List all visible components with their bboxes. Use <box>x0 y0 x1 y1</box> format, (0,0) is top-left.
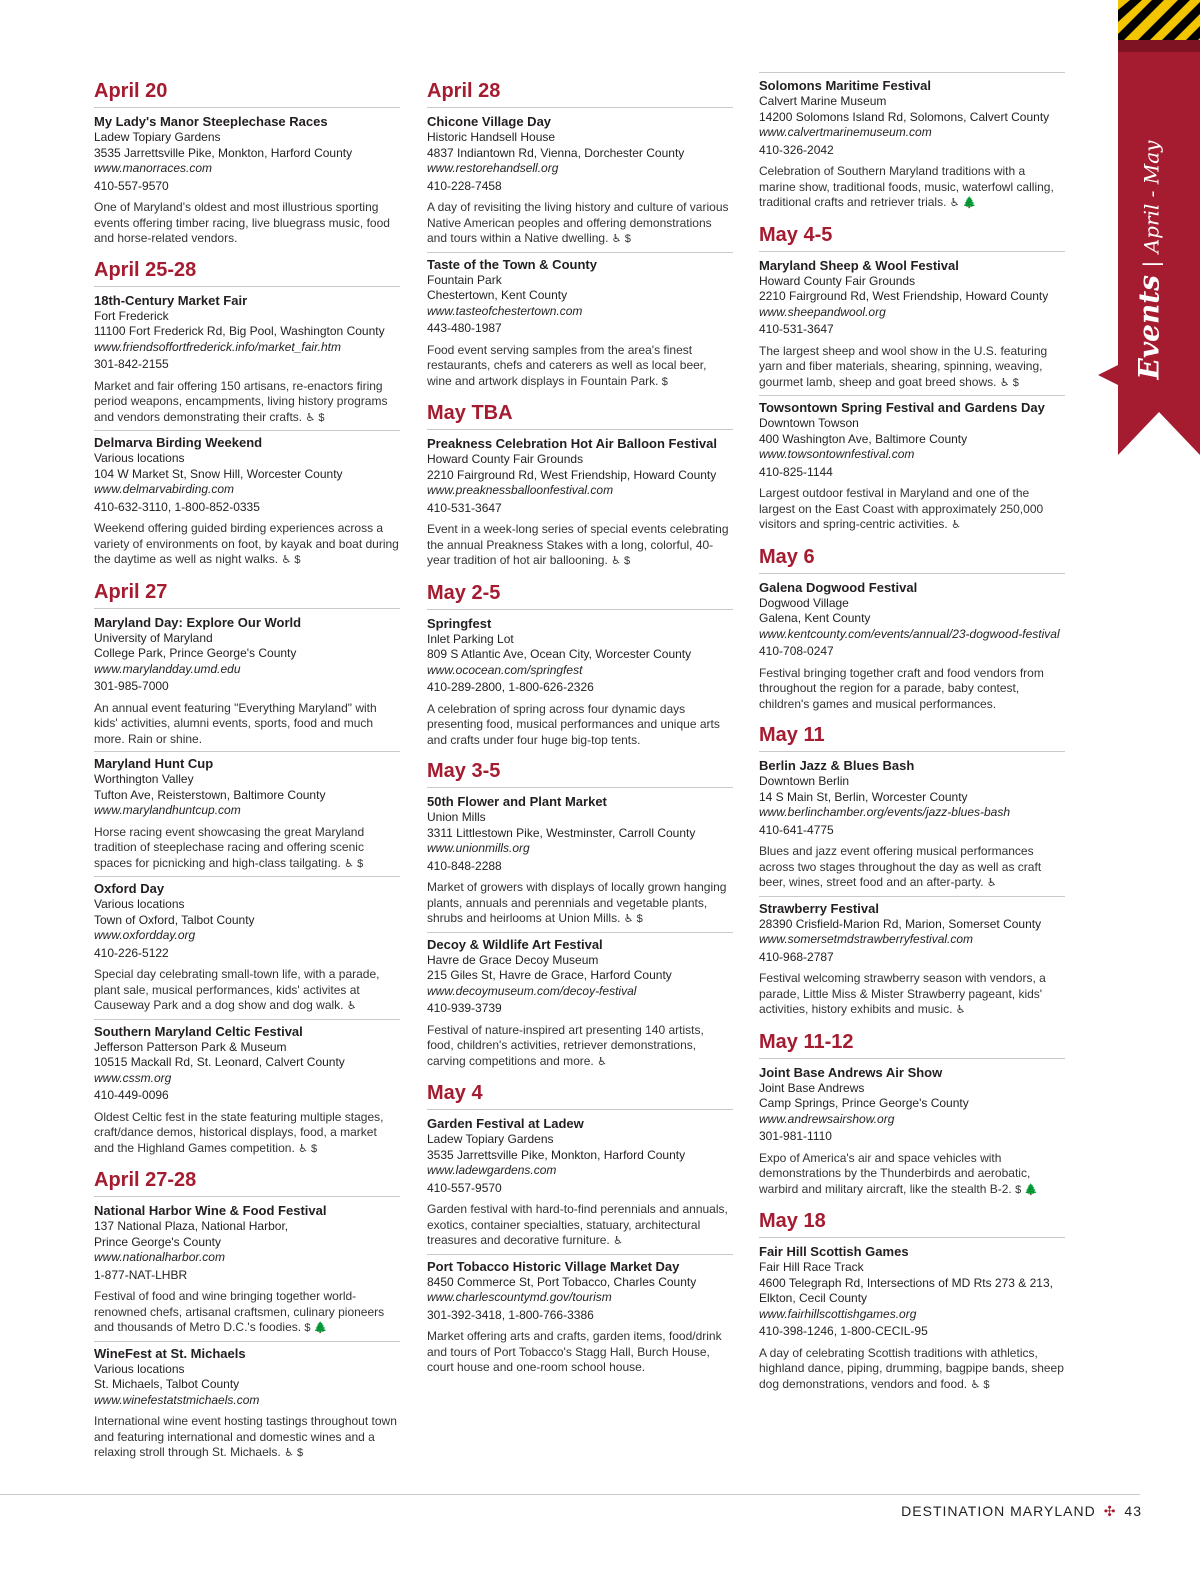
event-location-line: Camp Springs, Prince George's County <box>759 1096 969 1110</box>
event-name: Delmarva Birding Weekend <box>94 435 263 450</box>
event-name: Port Tobacco Historic Village Market Day <box>427 1258 680 1274</box>
event-name: Maryland Sheep & Wool Festival <box>759 257 959 273</box>
event-name: Chicone Village Day <box>427 114 552 129</box>
event-website-link[interactable]: www.andrewsairshow.org <box>759 1111 895 1126</box>
event-phone: 301-392-3418, 1-800-766-3386 <box>427 1307 594 1322</box>
accessibility-and-fee-icons: ♿ <box>955 1004 966 1016</box>
event-website-link[interactable]: www.preaknessballoonfestival.com <box>427 483 614 497</box>
event-listing <box>94 1346 400 1466</box>
accessibility-and-fee-icons: ♿ $ <box>344 857 364 870</box>
event-listing <box>94 881 400 1020</box>
event-website-link[interactable]: www.decoymuseum.com/decoy-festival <box>427 983 637 998</box>
event-listing <box>759 1244 1065 1397</box>
event-location-line: 8450 Commerce St, Port Tobacco, Charles County <box>427 1274 697 1289</box>
event-phone: 410-228-7458 <box>427 178 502 193</box>
event-phone: 410-632-3110, 1-800-852-0335 <box>94 499 260 514</box>
event-listing <box>759 1065 1065 1203</box>
event-name: Solomons Maritime Festival <box>759 78 931 93</box>
event-website-link[interactable]: www.calvertmarinemuseum.com <box>759 125 932 139</box>
event-description-text: Garden festival with hard-to-find perennials and annuals, exotics, container specialties, statuary, architectural treasures and decorative furniture. <box>427 1202 728 1247</box>
event-website-link[interactable]: www.fairhillscottishgames.org <box>759 1306 917 1321</box>
event-listing <box>759 758 1065 897</box>
event-listing <box>759 580 1065 717</box>
event-location-line: Havre de Grace Decoy Museum <box>427 952 599 967</box>
event-phone: 410-226-5122 <box>94 945 169 960</box>
event-description-text: Event in a week-long series of special events celebrating the annual Preakness Stakes with a long, colorful, 40-year tradition of hot air ballooning. <box>427 522 729 567</box>
accessibility-and-fee-icons: ♿ $ <box>623 913 643 925</box>
event-phone: 410-531-3647 <box>759 322 834 336</box>
event-name: Joint Base Andrews Air Show <box>759 1064 943 1080</box>
accessibility-and-fee-icons: $ 🌲 <box>1015 1183 1038 1196</box>
event-name: Maryland Day: Explore Our World <box>94 614 302 630</box>
event-description-text: A day of revisiting the living history and culture of various Native American peoples and offering demonstrations and tours within a Native dwelling. <box>427 200 729 245</box>
event-group <box>759 1065 1065 1203</box>
event-location-line: Prince George's County <box>94 1234 222 1249</box>
event-location-line: 104 W Market St, Snow Hill, Worcester County <box>94 466 343 481</box>
event-location-line: Galena, Kent County <box>759 611 871 625</box>
event-date-heading: May 2-5 <box>427 580 733 610</box>
page-footer <box>901 1503 1142 1520</box>
event-description <box>427 1202 733 1250</box>
event-location-line: Downtown Berlin <box>759 774 850 788</box>
event-listing <box>759 901 1065 1023</box>
event-location-line: Dogwood Village <box>759 595 849 610</box>
event-name: Strawberry Festival <box>759 900 879 916</box>
event-name: Decoy & Wildlife Art Festival <box>427 936 603 952</box>
event-phone: 301-842-2155 <box>94 357 169 371</box>
event-phone: 301-981-1110 <box>759 1129 832 1143</box>
event-location-line: 2210 Fairground Rd, West Friendship, Howard County <box>759 289 1049 303</box>
event-listing <box>427 257 733 395</box>
column-3 <box>759 72 1065 1401</box>
event-description <box>94 200 400 247</box>
event-group <box>94 114 400 251</box>
event-description-text: Blues and jazz event offering musical performances across two stages throughout the day as well as craft beer, wines, street food and an after-party. <box>759 844 1042 889</box>
event-location-line: 4600 Telegraph Rd, Intersections of MD Rts 273 & 213, <box>759 1275 1053 1290</box>
accessibility-and-fee-icons: ♿ <box>613 1235 623 1247</box>
event-description <box>94 1414 400 1462</box>
event-location-line: Howard County Fair Grounds <box>427 452 584 466</box>
event-location-line: Ladew Topiary Gardens <box>427 1132 554 1146</box>
event-location-line: 809 S Atlantic Ave, Ocean City, Worcester County <box>427 647 692 661</box>
column-2 <box>427 72 733 1384</box>
event-name: My Lady's Manor Steeplechase Races <box>94 114 328 129</box>
event-location-line: 400 Washington Ave, Baltimore County <box>759 431 968 446</box>
event-website-link[interactable]: www.sheepandwool.org <box>759 304 886 319</box>
accessibility-and-fee-icons: $ <box>661 375 668 388</box>
event-date-heading: April 28 <box>427 78 733 108</box>
event-name: Towsontown Spring Festival and Gardens Day <box>759 400 1045 415</box>
event-location-line: 215 Giles St, Havre de Grace, Harford County <box>427 968 672 982</box>
event-location-line: 10515 Mackall Rd, St. Leonard, Calvert County <box>94 1055 345 1069</box>
accessibility-and-fee-icons: ♿ $ <box>611 555 631 567</box>
event-columns <box>94 72 1074 1472</box>
event-phone: 410-825-1144 <box>759 464 833 479</box>
event-description-text: Festival welcoming strawberry season with vendors, a parade, Little Miss & Mister Strawberry pageant, kids' activities, history exhibits and music. <box>759 971 1046 1016</box>
event-phone: 410-557-9570 <box>94 178 169 193</box>
event-description-text: Festival of nature-inspired art presenting 140 artists, food, children's activities, retriever demonstrations, carving competitions and more. <box>427 1022 704 1068</box>
event-location-line: 3535 Jarrettsville Pike, Monkton, Harford County <box>427 1147 686 1162</box>
event-description <box>94 379 400 427</box>
event-location-line: Union Mills <box>427 810 486 824</box>
event-website-link[interactable]: www.tasteofchestertown.com <box>427 303 583 318</box>
event-website-link[interactable]: www.ococean.com/springfest <box>427 662 583 677</box>
event-description <box>94 1110 400 1158</box>
event-phone: 410-289-2800, 1-800-626-2326 <box>427 680 594 694</box>
compass-rose-icon: ✣ <box>1103 1503 1117 1519</box>
event-description-text: International wine event hosting tastings throughout town and featuring international and domestic wines and a relaxing stroll through St. Michaels. <box>94 1414 397 1459</box>
event-description <box>94 967 400 1015</box>
event-location-line: 137 National Plaza, National Harbor, <box>94 1219 289 1233</box>
event-phone: 410-939-3739 <box>427 1001 502 1015</box>
event-location-line: Town of Oxford, Talbot County <box>94 912 255 927</box>
event-website-link[interactable]: www.manorraces.com <box>94 161 213 175</box>
event-listing <box>427 1259 733 1380</box>
event-description <box>759 164 1065 212</box>
footer-rule <box>0 1494 1140 1495</box>
event-description <box>94 1289 400 1337</box>
event-description-text: Expo of America's air and space vehicles with demonstrations by the Thunderbirds and aerobatic, warbird and military aircraft, like the stealth B-2. <box>759 1150 1031 1196</box>
event-website-link[interactable]: www.unionmills.org <box>427 841 530 855</box>
event-website-link[interactable]: www.berlinchamber.org/events/jazz-blues-bash <box>759 805 1011 819</box>
event-group <box>759 1244 1065 1397</box>
accessibility-and-fee-icons: ♿ $ <box>999 376 1019 389</box>
accessibility-and-fee-icons: ♿ $ <box>970 1378 990 1391</box>
event-location-line: 3311 Littlestown Pike, Westminster, Carroll County <box>427 825 696 840</box>
event-website-link[interactable]: www.charlescountymd.gov/tourism <box>427 1290 612 1304</box>
event-name: Galena Dogwood Festival <box>759 579 918 595</box>
event-name: 50th Flower and Plant Market <box>427 794 607 809</box>
event-listing <box>759 258 1065 397</box>
event-location-line: University of Maryland <box>94 630 213 645</box>
accessibility-and-fee-icons: ♿ $ <box>305 411 325 424</box>
event-location-line: 2210 Fairground Rd, West Friendship, Howard County <box>427 467 717 482</box>
event-description-text: Market of growers with displays of locally grown hanging plants, annuals and perennials and vegetable plants, shrubs and heirlooms at Union Mills. <box>427 880 727 925</box>
event-description-text: Festival bringing together craft and food vendors from throughout the region for a parade, baby contest, children's games and musical performances. <box>759 665 1044 711</box>
event-group <box>759 72 1065 216</box>
event-phone: 410-531-3647 <box>427 500 502 515</box>
section-banner-label <box>1118 140 1180 380</box>
event-description <box>759 1151 1065 1199</box>
event-phone: 410-449-0096 <box>94 1088 169 1102</box>
event-location-line: St. Michaels, Talbot County <box>94 1377 240 1391</box>
event-group <box>94 293 400 573</box>
event-description-text: Festival of food and wine bringing together world-renowned chefs, artisanal craftsmen, culinary pioneers and thousands of Metro D.C.'s foodies. <box>94 1289 385 1334</box>
event-location-line: Calvert Marine Museum <box>759 94 887 108</box>
event-location-line: Ladew Topiary Gardens <box>94 130 221 144</box>
accessibility-and-fee-icons: ♿ $ <box>281 554 301 566</box>
event-website-link[interactable]: www.nationalharbor.com <box>94 1250 225 1264</box>
event-listing <box>759 400 1065 538</box>
event-group <box>759 258 1065 538</box>
event-date-heading: April 20 <box>94 78 400 108</box>
event-website-link[interactable]: www.kentcounty.com/events/annual/23-dogwood-festival <box>759 626 1060 641</box>
accessibility-and-fee-icons: $ 🌲 <box>304 1322 328 1334</box>
event-description-text: Food event serving samples from the area's finest restaurants, chefs and caterers as well as local beer, wine and artwork displays in Fountain Park. <box>427 342 707 388</box>
event-listing <box>94 615 400 753</box>
event-description-text: A celebration of spring across four dynamic days presenting food, musical performances and unique arts and crafts under four huge big-top tents. <box>427 701 720 747</box>
event-name: Southern Maryland Celtic Festival <box>94 1023 303 1039</box>
event-description-text: Oldest Celtic fest in the state featuring multiple stages, craft/dance demos, historical displays, food, a market and the Highland Games competition. <box>94 1109 384 1155</box>
event-listing <box>427 114 733 253</box>
event-group <box>427 1116 733 1380</box>
section-months: April - May <box>1139 140 1164 254</box>
event-location-line: 28390 Crisfield-Marion Rd, Marion, Somerset County <box>759 916 1042 931</box>
event-website-link[interactable]: www.somersetmdstrawberryfestival.com <box>759 932 974 946</box>
event-location-line: 11100 Fort Frederick Rd, Big Pool, Washington County <box>94 324 385 338</box>
accessibility-and-fee-icons: ♿ <box>951 519 961 531</box>
event-group <box>427 114 733 394</box>
event-description <box>759 1346 1065 1394</box>
event-description <box>427 880 733 928</box>
event-website-link[interactable]: www.restorehandsell.org <box>427 161 559 175</box>
event-location-line: Fair Hill Race Track <box>759 1260 864 1274</box>
event-name: Garden Festival at Ladew <box>427 1116 584 1131</box>
event-description-text: A day of celebrating Scottish traditions with athletics, highland dance, piping, drumming, bagpipe bands, sheep dog demonstrations, vendors and food. <box>759 1345 1064 1391</box>
event-date-heading: May 6 <box>759 544 1065 574</box>
event-listing <box>94 293 400 432</box>
event-name: Oxford Day <box>94 881 165 896</box>
event-date-heading: May 11-12 <box>759 1029 1065 1059</box>
event-phone: 410-398-1246, 1-800-CECIL-95 <box>759 1324 928 1338</box>
event-location-line: Fort Frederick <box>94 308 169 323</box>
event-listing <box>427 616 733 753</box>
event-group <box>94 1203 400 1466</box>
event-description-text: Horse racing event showcasing the great Maryland tradition of steeplechase racing and offering scenic spaces for picnicking and high-class tailgating. <box>94 824 365 870</box>
event-location-line: 3535 Jarrettsville Pike, Monkton, Harford County <box>94 145 353 160</box>
event-description <box>759 844 1065 892</box>
event-name: Preakness Celebration Hot Air Balloon Festival <box>427 436 717 451</box>
event-listing <box>427 794 733 933</box>
event-phone: 410-848-2288 <box>427 858 502 873</box>
event-description <box>759 486 1065 534</box>
event-description-text: An annual event featuring "Everything Maryland" with kids' activities, alumni events, sports, food and much more. Rain or shine. <box>94 700 377 746</box>
event-listing <box>427 1116 733 1255</box>
event-listing <box>94 114 400 251</box>
event-date-heading: May 4-5 <box>759 222 1065 252</box>
event-location-line: Downtown Towson <box>759 416 859 430</box>
event-description-text: One of Maryland's oldest and most illustrious sporting events offering timber racing, live bluegrass music, food and horse-related vendors. <box>94 200 390 245</box>
event-location-line: Howard County Fair Grounds <box>759 273 916 288</box>
event-website-link[interactable]: www.marylandhuntcup.com <box>94 803 241 817</box>
event-description <box>759 971 1065 1019</box>
event-listing <box>94 756 400 877</box>
event-website-link[interactable]: www.cssm.org <box>94 1070 172 1085</box>
event-name: WineFest at St. Michaels <box>94 1345 246 1361</box>
event-listing <box>427 937 733 1075</box>
event-location-line: Tufton Ave, Reisterstown, Baltimore County <box>94 787 326 802</box>
event-name: Berlin Jazz & Blues Bash <box>759 758 915 773</box>
event-description <box>759 666 1065 713</box>
event-date-heading: April 27-28 <box>94 1167 400 1197</box>
event-location-line: Various locations <box>94 897 185 911</box>
accessibility-and-fee-icons: ♿ $ <box>284 1447 304 1459</box>
event-date-heading: May 3-5 <box>427 758 733 788</box>
event-description <box>427 1023 733 1071</box>
event-location-line: Historic Handsell House <box>427 130 556 144</box>
event-phone: 443-480-1987 <box>427 321 502 335</box>
event-description <box>94 701 400 748</box>
event-group <box>759 580 1065 717</box>
event-description <box>427 200 733 248</box>
event-website-link[interactable]: www.friendsoffortfrederick.info/market_fair.htm <box>94 339 341 354</box>
event-description <box>94 825 400 873</box>
event-name: Springfest <box>427 615 492 631</box>
event-phone: 1-877-NAT-LHBR <box>94 1267 188 1282</box>
event-location-line: Various locations <box>94 1361 185 1376</box>
event-phone: 410-968-2787 <box>759 949 834 964</box>
event-date-heading: April 27 <box>94 579 400 609</box>
event-location-line: Jefferson Patterson Park & Museum <box>94 1039 287 1054</box>
event-group <box>427 436 733 574</box>
accessibility-and-fee-icons: ♿ <box>597 1055 607 1068</box>
section-separator: | <box>1138 261 1164 268</box>
event-location-line: Worthington Valley <box>94 772 194 786</box>
event-listing <box>94 435 400 573</box>
event-location-line: 14 S Main St, Berlin, Worcester County <box>759 789 968 804</box>
event-phone: 410-708-0247 <box>759 644 834 658</box>
event-date-heading: May 4 <box>427 1080 733 1110</box>
event-phone: 301-985-7000 <box>94 679 169 693</box>
accessibility-and-fee-icons: ♿ <box>986 877 997 889</box>
event-website-link[interactable]: www.towsontownfestival.com <box>759 447 915 461</box>
event-location-line: 4837 Indiantown Rd, Vienna, Dorchester County <box>427 145 685 160</box>
event-listing <box>94 1203 400 1342</box>
event-name: Fair Hill Scottish Games <box>759 1244 909 1259</box>
event-description-text: Celebration of Southern Maryland traditions with a marine show, traditional foods, music, waterfowl calling, traditional crafts and retriever trials. <box>759 164 1054 209</box>
event-phone: 410-557-9570 <box>427 1180 502 1195</box>
event-location-line: Joint Base Andrews <box>759 1080 865 1095</box>
event-phone: 410-641-4775 <box>759 822 834 837</box>
event-location-line: College Park, Prince George's County <box>94 646 297 660</box>
event-description-text: Largest outdoor festival in Maryland and one of the largest on the East Coast with approximately 250,000 visitors and spring-centric activities. <box>759 486 1044 531</box>
event-name: Maryland Hunt Cup <box>94 756 214 771</box>
event-location-line: Various locations <box>94 451 185 465</box>
event-description <box>759 344 1065 392</box>
event-description <box>427 343 733 391</box>
event-description-text: Market and fair offering 150 artisans, re-enactors firing period weapons, encampments, living history programs and vendors demonstrating their crafts. <box>94 378 388 424</box>
event-description <box>427 702 733 749</box>
event-location-line: Inlet Parking Lot <box>427 631 514 646</box>
event-description-text: Weekend offering guided birding experiences across a variety of environments on foot, by kayak and boat during the daytime as well as night walks. <box>94 521 399 566</box>
event-website-link[interactable]: www.ladewgardens.com <box>427 1163 557 1177</box>
event-listing <box>94 1024 400 1162</box>
event-name: 18th-Century Market Fair <box>94 292 248 308</box>
accessibility-and-fee-icons: ♿ <box>346 1000 357 1012</box>
event-location-line: Elkton, Cecil County <box>759 1291 868 1305</box>
event-listing <box>427 436 733 574</box>
event-name: National Harbor Wine & Food Festival <box>94 1203 327 1218</box>
event-description-text: Market offering arts and crafts, garden items, food/drink and tours of Port Tobacco's Stagg Hall, Burch House, court house and one-room school house. <box>427 1329 722 1374</box>
accessibility-and-fee-icons: ♿ $ <box>611 233 631 245</box>
event-description <box>427 522 733 570</box>
event-location-line: Chestertown, Kent County <box>427 288 568 302</box>
event-date-heading: May TBA <box>427 400 733 430</box>
page-number: 43 <box>1124 1503 1142 1519</box>
event-phone: 410-326-2042 <box>759 142 834 157</box>
publication-name: DESTINATION MARYLAND <box>901 1503 1096 1519</box>
event-date-heading: May 18 <box>759 1208 1065 1238</box>
event-group <box>759 758 1065 1023</box>
event-group <box>94 615 400 1162</box>
event-description <box>94 521 400 569</box>
event-description-text: Special day celebrating small-town life, with a parade, plant sale, musical performances, kids' activites at Causeway Park and a dog show and dog walk. <box>94 967 380 1012</box>
event-description <box>427 1329 733 1376</box>
event-description-text: The largest sheep and wool show in the U.S. featuring yarn and fiber materials, shearing, spinning, weaving, gourmet lamb, sheep and goat breed shows. <box>759 343 1048 389</box>
event-website-link[interactable]: www.delmarvabirding.com <box>94 482 235 496</box>
event-website-link[interactable]: www.oxfordday.org <box>94 928 196 942</box>
event-location-line: 14200 Solomons Island Rd, Solomons, Calvert County <box>759 109 1050 124</box>
event-date-heading: May 11 <box>759 722 1065 752</box>
event-group <box>427 794 733 1074</box>
event-website-link[interactable]: www.marylandday.umd.edu <box>94 661 241 676</box>
accessibility-and-fee-icons: ♿ $ <box>298 1142 318 1155</box>
event-date-heading: April 25-28 <box>94 257 400 287</box>
event-listing <box>759 78 1065 216</box>
event-location-line: Fountain Park <box>427 272 502 287</box>
event-website-link[interactable]: www.winefestatstmichaels.com <box>94 1392 260 1407</box>
section-title: Events <box>1132 275 1166 380</box>
event-group <box>427 616 733 753</box>
accessibility-and-fee-icons: ♿ 🌲 <box>949 197 977 209</box>
event-name: Taste of the Town & County <box>427 256 597 272</box>
column-1 <box>94 72 400 1470</box>
